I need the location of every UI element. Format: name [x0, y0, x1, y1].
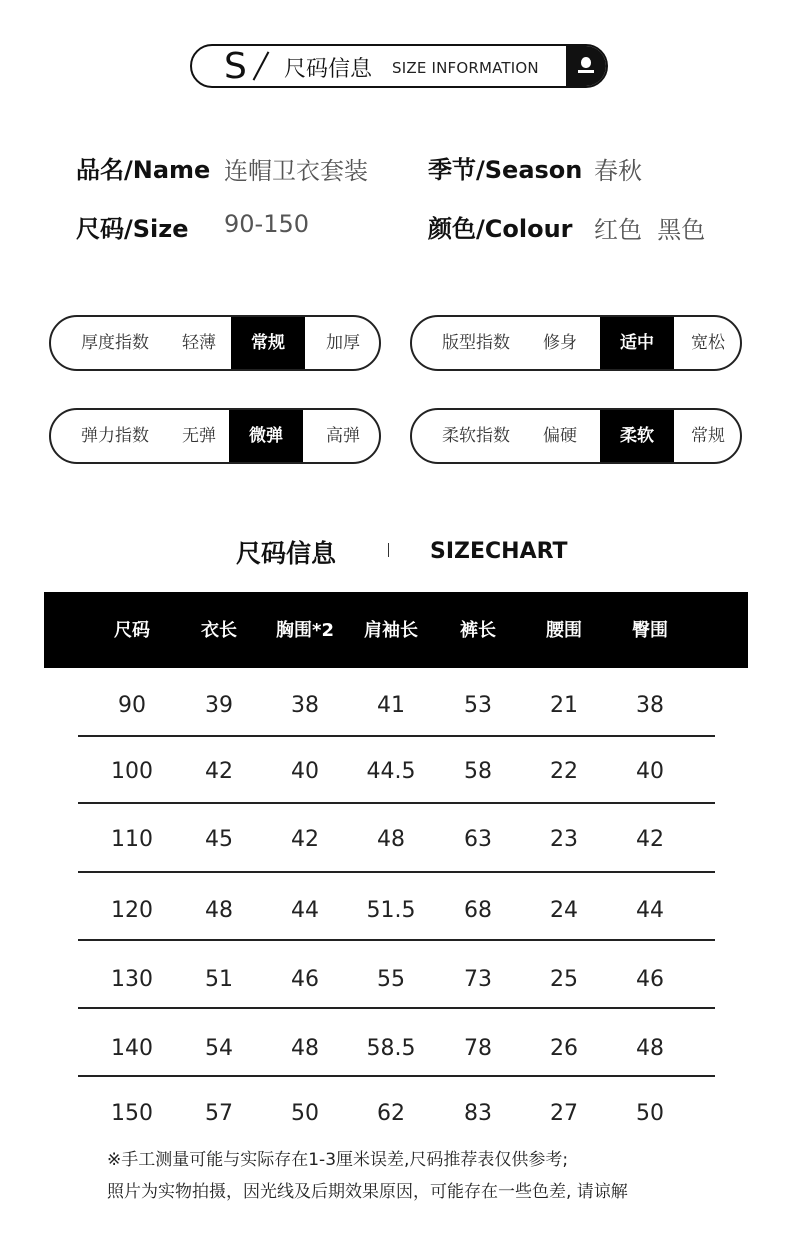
table-cell: 24 — [550, 898, 578, 923]
table-cell: 41 — [377, 693, 405, 718]
index-option: 加厚 — [326, 333, 360, 353]
header-en-title: SIZE INFORMATION — [392, 59, 539, 77]
index-option: 无弹 — [182, 426, 216, 446]
table-cell: 38 — [291, 693, 319, 718]
header-slash — [253, 51, 270, 80]
row-divider — [78, 735, 715, 737]
index-option-selected: 适中 — [600, 317, 674, 369]
table-cell: 50 — [636, 1101, 664, 1126]
row-divider — [78, 802, 715, 804]
table-cell: 25 — [550, 967, 578, 992]
table-cell: 58 — [464, 759, 492, 784]
name-label: 品名/Name — [76, 156, 211, 184]
table-cell: 45 — [205, 827, 233, 852]
header-cn-title: 尺码信息 — [284, 57, 373, 82]
table-row — [0, 1094, 790, 1134]
table-cell: 73 — [464, 967, 492, 992]
table-cell: 83 — [464, 1101, 492, 1126]
index-option: 常规 — [691, 426, 725, 446]
table-cell: 150 — [111, 1101, 153, 1126]
color-note: 照片为实物拍摄，因光线及后期效果原因，可能存在一些色差, 请谅解 — [107, 1182, 628, 1202]
table-cell: 42 — [205, 759, 233, 784]
season-label: 季节/Season — [428, 156, 583, 184]
person-icon — [566, 46, 606, 86]
header-cell: 胸围*2 — [276, 620, 334, 641]
table-cell: 42 — [636, 827, 664, 852]
table-row — [0, 1029, 790, 1069]
table-cell: 48 — [291, 1036, 319, 1061]
row-divider — [78, 1007, 715, 1009]
table-row — [0, 686, 790, 726]
measurement-note: ※手工测量可能与实际存在1-3厘米误差,尺码推荐表仅供参考; — [107, 1150, 569, 1170]
table-row — [0, 820, 790, 860]
row-divider — [78, 871, 715, 873]
table-cell: 51 — [205, 967, 233, 992]
thickness-index — [49, 315, 381, 371]
header-cell: 腰围 — [546, 620, 582, 641]
table-cell: 48 — [377, 827, 405, 852]
table-cell: 62 — [377, 1101, 405, 1126]
header-cell: 裤长 — [460, 620, 496, 641]
table-cell: 44 — [291, 898, 319, 923]
fit-index — [410, 315, 742, 371]
table-cell: 38 — [636, 693, 664, 718]
index-label: 弹力指数 — [81, 426, 149, 446]
header-cell: 肩袖长 — [364, 620, 418, 641]
table-cell: 50 — [291, 1101, 319, 1126]
size-table-header — [44, 592, 748, 668]
row-divider — [78, 939, 715, 941]
table-cell: 51.5 — [366, 898, 416, 923]
table-cell: 40 — [636, 759, 664, 784]
table-cell: 22 — [550, 759, 578, 784]
table-row — [0, 891, 790, 931]
index-option-selected: 常规 — [231, 317, 305, 369]
table-cell: 44.5 — [366, 759, 416, 784]
softness-index — [410, 408, 742, 464]
table-cell: 100 — [111, 759, 153, 784]
table-row — [0, 752, 790, 792]
index-option-selected: 微弹 — [229, 410, 303, 462]
table-cell: 90 — [118, 693, 146, 718]
index-option: 轻薄 — [182, 333, 216, 353]
index-option: 偏硬 — [543, 426, 577, 446]
table-cell: 53 — [464, 693, 492, 718]
size-value: 90-150 — [224, 210, 310, 238]
season-value: 春秋 — [594, 157, 642, 185]
table-cell: 63 — [464, 827, 492, 852]
table-cell: 42 — [291, 827, 319, 852]
row-divider — [78, 1075, 715, 1077]
table-cell: 44 — [636, 898, 664, 923]
table-cell: 46 — [636, 967, 664, 992]
size-info-header — [190, 44, 608, 88]
elasticity-index — [49, 408, 381, 464]
table-cell: 48 — [636, 1036, 664, 1061]
index-option-selected: 柔软 — [600, 410, 674, 462]
table-cell: 27 — [550, 1101, 578, 1126]
chart-title-en: SIZECHART — [430, 539, 568, 564]
table-cell: 130 — [111, 967, 153, 992]
table-cell: 54 — [205, 1036, 233, 1061]
index-label: 厚度指数 — [81, 333, 149, 353]
chart-title-cn: 尺码信息 — [236, 539, 337, 568]
index-option: 高弹 — [326, 426, 360, 446]
table-row — [0, 960, 790, 1000]
index-label: 柔软指数 — [442, 426, 510, 446]
header-letter: S — [224, 46, 247, 87]
table-cell: 40 — [291, 759, 319, 784]
table-cell: 48 — [205, 898, 233, 923]
table-cell: 23 — [550, 827, 578, 852]
table-cell: 46 — [291, 967, 319, 992]
table-cell: 55 — [377, 967, 405, 992]
index-option: 修身 — [543, 333, 577, 353]
table-cell: 68 — [464, 898, 492, 923]
header-cell: 衣长 — [201, 620, 237, 641]
index-option: 宽松 — [691, 333, 725, 353]
colour-value: 红色 黑色 — [594, 216, 706, 244]
table-cell: 120 — [111, 898, 153, 923]
table-cell: 39 — [205, 693, 233, 718]
name-value: 连帽卫衣套装 — [224, 157, 368, 185]
header-cell: 臀围 — [632, 620, 668, 641]
index-label: 版型指数 — [442, 333, 510, 353]
title-divider — [388, 543, 389, 557]
size-label: 尺码/Size — [76, 215, 189, 243]
table-cell: 26 — [550, 1036, 578, 1061]
table-cell: 57 — [205, 1101, 233, 1126]
table-cell: 140 — [111, 1036, 153, 1061]
colour-label: 颜色/Colour — [428, 215, 573, 243]
table-cell: 58.5 — [366, 1036, 416, 1061]
table-cell: 110 — [111, 827, 153, 852]
table-cell: 21 — [550, 693, 578, 718]
header-cell: 尺码 — [114, 620, 150, 641]
table-cell: 78 — [464, 1036, 492, 1061]
